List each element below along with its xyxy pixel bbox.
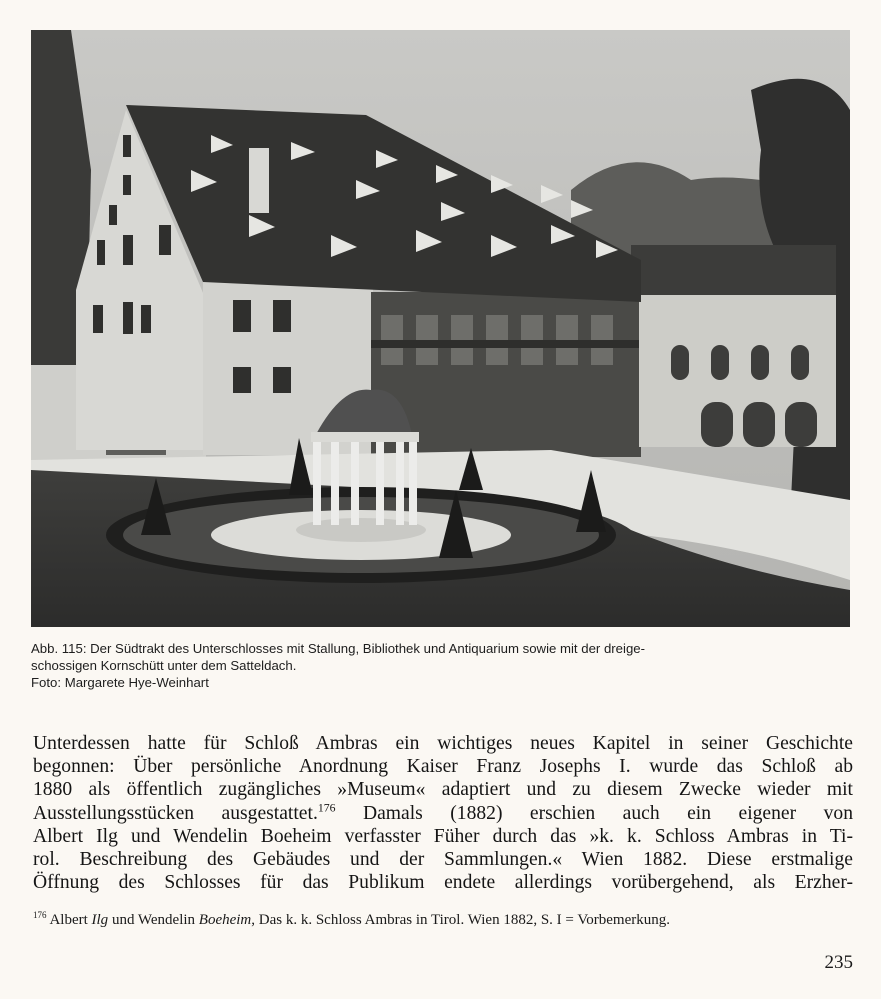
- body-text-segment: Damals (1882) erschien auch ein eigener von: [362, 802, 853, 824]
- page-number: 235: [824, 952, 853, 973]
- body-line: Albert Ilg und Wendelin Boeheim verfasster Füher durch das »k. k. Schloss Ambras in Ti-: [33, 825, 853, 847]
- caption-photo-credit: Foto: Margarete Hye-Weinhart: [31, 675, 209, 690]
- castle-photograph: [31, 30, 850, 627]
- footnote-author-surname: Ilg: [91, 912, 109, 928]
- footnote-number: 176: [33, 910, 47, 920]
- body-text-segment: Ausstellungsstücken ausgestattet.: [33, 802, 318, 824]
- body-paragraph: [33, 732, 853, 894]
- footnote-text: und Wendelin: [111, 912, 196, 928]
- body-line: Unterdessen hatte für Schloß Ambras ein wichtiges neues Kapitel in seiner Geschichte: [33, 733, 853, 754]
- body-line: rol. Beschreibung des Gebäudes und der Sammlungen.« Wien 1882. Diese erstmalige: [33, 849, 853, 871]
- footnote: [33, 910, 853, 930]
- body-line: Öffnung des Schlosses für das Publikum endete allerdings vorübergehend, als Erzher-: [33, 872, 853, 894]
- caption-line: schossigen Kornschütt unter dem Satteldach.: [31, 658, 297, 673]
- footnote-text: Albert: [49, 912, 88, 928]
- footnote-reference: 176: [317, 801, 336, 815]
- caption-line: Abb. 115: Der Südtrakt des Unterschlosses mit Stallung, Bibliothek und Antiquarium sowie mit der dreige-: [31, 641, 646, 656]
- body-line: begonnen: Über persönliche Anordnung Kaiser Franz Josephs I. wurde das Schloß ab: [33, 756, 853, 778]
- body-line: 1880 als öffentlich zugängliches »Museum« adaptiert und zu diesem Zwecke wieder mit: [33, 779, 853, 801]
- footnote-text: , Das k. k. Schloss Ambras in Tirol. Wien 1882, S. I = Vorbemerkung.: [251, 912, 670, 928]
- figure-caption: [31, 640, 851, 691]
- footnote-author-surname: Boeheim: [198, 912, 252, 928]
- body-line: [33, 802, 853, 825]
